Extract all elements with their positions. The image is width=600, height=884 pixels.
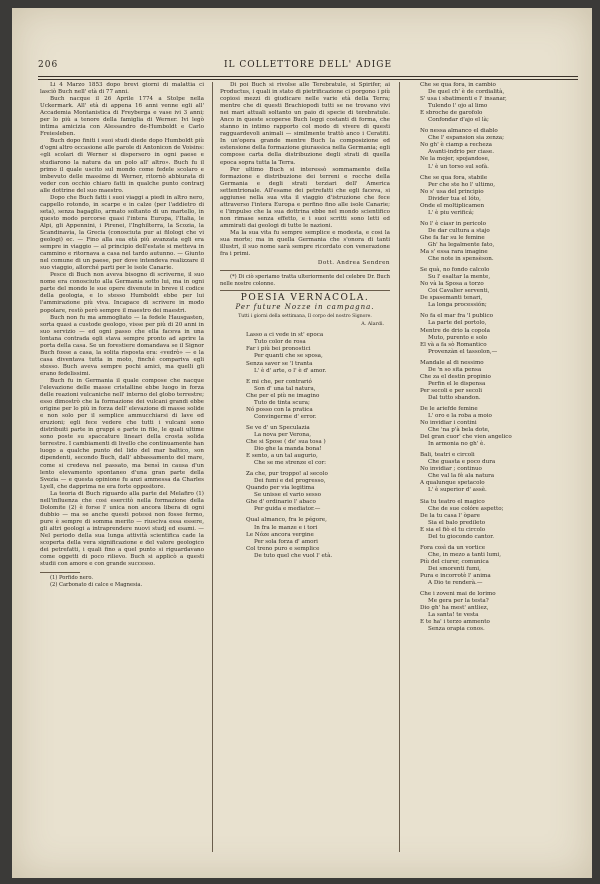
poem-line: Ghe d' ordinario l' abaco bbox=[246, 499, 316, 506]
poem-line: Sia tu teatro el magico bbox=[420, 498, 485, 505]
poem-line: In fra le manze e i tori bbox=[254, 524, 318, 531]
section-rule bbox=[220, 290, 390, 291]
poem-line: L' è un torso sul sofà. bbox=[428, 163, 489, 170]
poem-stanza bbox=[220, 379, 390, 421]
page-header bbox=[38, 60, 578, 74]
poem-line: No và la Sposa a torzo bbox=[420, 281, 484, 288]
poem-line: Su l' esaltar la mente, bbox=[428, 274, 491, 281]
poem-line: Avanti-indrio per ciase. bbox=[428, 149, 494, 156]
poem-line: Che de sue colóre aspetto; bbox=[428, 505, 504, 512]
poem-line: Onde el moltiplicamen bbox=[420, 202, 485, 209]
poem-stanza bbox=[220, 332, 390, 374]
poem-line: A Dio te renderà.— bbox=[428, 580, 483, 587]
poem-line: Lasso a ci vede in st' epoca bbox=[246, 332, 324, 339]
poem-line: E sbroche de garofolo bbox=[420, 110, 483, 117]
poem-line: Che val la fè ala natura bbox=[428, 473, 495, 480]
poem-line: La nova per Verona, bbox=[254, 431, 312, 438]
poem-line: Mentre de drio la copola bbox=[420, 327, 490, 334]
poem-line: La parte del portolo, bbox=[428, 320, 487, 327]
poem-line: Che, in mezo a tanti lumi, bbox=[428, 551, 502, 558]
poem-line: Convingerme d' error. bbox=[254, 413, 317, 420]
poem-line: Muto, purento e solo bbox=[428, 334, 488, 341]
poem-line: No invidiar ; continuo bbox=[420, 466, 482, 473]
poem-line: Ne la mojer, spojandose, bbox=[420, 156, 490, 163]
footnote: (1) Porfido nero. bbox=[50, 575, 94, 582]
poem-line: Far i più bei pronostici bbox=[246, 346, 311, 353]
poem-line: L' è d' arte, o l' è d' amor. bbox=[254, 367, 327, 374]
page-number: 206 bbox=[38, 60, 59, 70]
poem-line: Che 'na p'à bela dote, bbox=[428, 427, 490, 434]
poem-line: De 'n so sita pensa bbox=[428, 366, 482, 373]
poem-line: L' è superior d' assè. bbox=[428, 487, 487, 494]
section-rule bbox=[220, 270, 390, 271]
poem-line: Che l' espansion sia zenza; bbox=[428, 135, 504, 142]
poem-stanzas bbox=[220, 332, 390, 559]
poem-line: No gh' è ciamp a recheza bbox=[420, 142, 492, 149]
poem-line: Che se qua fora, in cambio bbox=[420, 82, 496, 88]
poem-line: Se ve d' un Speculazia bbox=[246, 424, 310, 431]
poem-line: Gh' ha legalmente fato, bbox=[428, 241, 495, 248]
poem-epigraph-author: A. Alardi. bbox=[361, 322, 384, 328]
poem-line: No l' è ciasr in pericolo bbox=[420, 220, 486, 227]
article-paragraph: Buch fu in Germania il quale compose che nacque l'elevazione delle masse cristalline ebbe luogo in forza delle reazioni vulcaniche nell' interno del globo terrestre; esso dimostrò che la formazione dei vulcani grandi ebbe origine per lo più in forza dell' elevazione di masse solide e non solo per il semplice ammucchiarsi di lave ed eruzioni; egli fece vedere che tutti i vulcani sono distribuiti parte in gruppi e parte in file, le quali ultime sono poste su spaccature lineari della crosta solida terrestre. I cambiamenti di livello che continuamente han luogo a qualche punto del lido del mar baltico, son dipendenti, secondo Buch, dall' abbassamento del mare, come si credeva nel passato, ma bensì in causa d'un lento elevamento spontaneo d'una gran parte della Svezia — e questa opinione fu anzi ammessa da Charles Lyell, che dapprima ne era forte oppositore. bbox=[40, 377, 204, 490]
poem-line: Divider tua el lóto, bbox=[428, 195, 481, 202]
poem-line: L' oro e la roba a moio bbox=[428, 413, 492, 420]
poem-line: Per che ste ho l' ultimo, bbox=[428, 181, 496, 188]
poem-line: L' è piu verificá; bbox=[428, 209, 474, 216]
poem-line: Che i zoveni mai de lorimo bbox=[420, 591, 496, 598]
poem-line: Che za el destin propinio bbox=[420, 373, 491, 380]
poem-line: Le Nóze ancora vergine bbox=[246, 531, 314, 538]
publication-title: IL COLLETTORE DELL' ADIGE bbox=[223, 60, 393, 70]
poem-line: De quel ch' è de cordialità, bbox=[428, 89, 505, 96]
poem-line: Perfin el le dispensa bbox=[428, 380, 486, 387]
poem-line: Son d' una tal natura, bbox=[254, 385, 316, 392]
article-paragraph: Di poi Buch si rivolse alle Terebratule, si Spirifer, ai Productus, i quali in stato di pietrificazione ci porgono i più copiosi mezzi di giudicare nelle varie età della Terra; mentre che di questi Brachiopodi tutti se ne trovano vivi nei mari attuali soltanto un paio di specie di terebratule. Anco in queste scoperse Buch leggi costanti di forma, che stanno in intimo rapporto col modo di vivere di questi ragguardevoli animali — similmente trattò anco i Ceratiti. In un'opera grande mentre Buch la composizione ed estensione della formazione giurassica nella Germania; egli compose carta della distribuzione degli strati di quella epoca sopra tutta la Terra. bbox=[220, 82, 390, 166]
poem-line: Più del ciurer, comunica bbox=[420, 558, 489, 565]
footnote-rule bbox=[40, 572, 80, 573]
poem-line: S' usa i sbatimenti e l' insanar, bbox=[420, 96, 507, 103]
poem-line: La santa! te vesta bbox=[428, 612, 479, 619]
article-paragraph: Buch nacque il 26 Aprile 1774 a Stolpe nella Uckermark. All' età di appena 16 anni venne egli all' Accademia Montanistica di Freyberga e vase ivi 3 anni; per lo più a tenore della famiglia di Werner. Ivi legò intima amicizia con Alessandro de-Humboldt e Carlo Freiesleben. bbox=[40, 96, 204, 138]
poem-line: Tuto color de rosa bbox=[254, 339, 306, 346]
poem-line: Coi Cavalier serventi, bbox=[428, 288, 490, 295]
poem-line: Sia el balo predileto bbox=[428, 519, 486, 526]
newspaper-page bbox=[12, 8, 592, 878]
poem-line: Per sola forza d' amori bbox=[254, 538, 318, 545]
poem-stanza bbox=[406, 267, 576, 309]
poem-line: Dal tutto sbandon. bbox=[428, 394, 481, 401]
poem-line: No s' usa del principio bbox=[420, 188, 484, 195]
poem-line: De dar cultura a stajo bbox=[428, 227, 490, 234]
poem-stanza bbox=[406, 499, 576, 541]
poem-line: El và a fa sò Romantico bbox=[420, 341, 487, 348]
article-paragraph: Pesce di Buch non aveva bisogno di scriverne, il suo nome era conosciuto alla Germania sotto lui, ma in ogni parte del mondo le sue opere divenute in breve il codice della geologia, e lo stesso Humboldt ebbe per lui l'ammirazione più viva. Incapace di scrivere in modo popolare, restò però sempre il maestro dei maestri. bbox=[40, 272, 204, 314]
poem-line: Confondar d'ajo el là; bbox=[428, 117, 489, 124]
article-column-2 bbox=[220, 82, 390, 852]
poem-stanza bbox=[406, 175, 576, 217]
poem-line: Che si Spose ( de' sua tosa ) bbox=[246, 439, 326, 445]
poem-line: Tuto de tinta scura; bbox=[254, 399, 310, 406]
poem-line: E sia el fiò el tu circolo bbox=[420, 526, 486, 533]
poem-line: Dio gh' ha mest' antliez, bbox=[420, 605, 489, 612]
poem-stanza bbox=[220, 471, 390, 513]
poem-line: Ma s' essa rara imagine bbox=[420, 249, 488, 256]
poem-line: Che per el più ne imagino bbox=[246, 392, 320, 399]
poem-line: Dei smorenti fumi, bbox=[428, 565, 481, 572]
poem-line: Che se me strenze el cor: bbox=[254, 460, 327, 467]
header-rule bbox=[38, 76, 578, 80]
article-paragraph: Buch dopo finiti i suoi studi diede dopo Humboldt più d'ogni altro occasione alle parole di Antonicon de Voisins: «gli scolari di Werner si dispersero in ogni paese e studiarono la natura da un polo all' altro». Buch fu il primo il quale uscito sul mondo come fedele scolaro e imbevuto delle massime di Werner, ritornò abbiurata di veder con occhio chiaro fatti in qualche punto contrarj alle dottrine del suo maestro. bbox=[40, 138, 204, 194]
article-column-1 bbox=[40, 82, 204, 852]
poem-line: De spasemanti tenari, bbox=[420, 295, 483, 302]
poem-line: E te ha' i terzo ammento bbox=[420, 619, 490, 626]
poem-stanzas-continued bbox=[406, 82, 576, 633]
poem-line: Col treno puro e semplice bbox=[246, 545, 320, 552]
poem-line: Che note in spensèson. bbox=[428, 256, 494, 263]
poem-line: No fa el mar fra 'l publico bbox=[420, 313, 493, 320]
poem-line: Me gera per la testa? bbox=[428, 598, 489, 605]
poem-line: Mandale al di nessimo bbox=[420, 359, 484, 366]
poem-line: De la tu casa l' òpare bbox=[420, 512, 480, 519]
poem-stanza bbox=[220, 517, 390, 559]
poem-stanza bbox=[406, 360, 576, 402]
article-paragraph: Buch non fu ma ammogliato — la fedele Hausgasten, sorta quasi a custode geologo, visse per più di 20 anni in suo servizio — ed ogni passo che ella faceva in una lontana contrada egli stava sempre pronto ad aprire la porta della casa. Se un forestiere domandava se il Signor Buch fosse a casa, la solita risposta era: «vedrò» — e la casa diventava tutta in moto, finché compariva egli stesso. Buch aveva sempre pochi amici, ma quelli gli erano fedelissimi. bbox=[40, 314, 204, 377]
poem-line: E sento, a un tal augurio, bbox=[246, 453, 318, 460]
article-paragraph: Li 4 Marzo 1853 dopo brevi giorni di malattia ci lasciò Buch nell' età di 77 anni. bbox=[40, 82, 204, 96]
poem-epigraph: Tutti i giorni della settimana, Il corpo del nostro Signore. bbox=[238, 313, 372, 319]
poem-stanza bbox=[406, 452, 576, 494]
poem-line: In armonia no gh' è. bbox=[428, 441, 486, 448]
poem-stanza bbox=[406, 406, 576, 448]
footnote: (*) Di ciò speriamo tratta ulteriormente del celebre Dr. Buch nelle nostre colonne. bbox=[220, 274, 390, 287]
poem-line: Per secoli e per secoli bbox=[420, 387, 483, 394]
poem-line: Bali, teatri e circoli bbox=[420, 452, 475, 459]
poem-line: Del tu giocondo cantor. bbox=[428, 533, 495, 540]
poem-line: A qualunque spetacolo bbox=[420, 480, 485, 487]
poem-stanza bbox=[406, 221, 576, 263]
poem-line: Pura e incorrotè l' anima bbox=[420, 573, 491, 579]
poem-line: Provenzàn el tassolon,— bbox=[428, 348, 498, 355]
poem-line: E mi che, per contrarió bbox=[246, 378, 312, 385]
poem-stanza bbox=[406, 591, 576, 633]
column-divider bbox=[212, 82, 213, 852]
article-paragraph: Ma la sua vita fu sempre semplice e modesta, e cosi la sua morte; ma in quella Germania che s'onora di tanti illustri, il suo nome sarà sempre ricordato con venerazione fra i primi. bbox=[220, 229, 390, 258]
poem-title: POESIA VERNACOLA. bbox=[240, 293, 370, 304]
poem-column-3 bbox=[406, 82, 576, 872]
poem-line: No invidiar i contini bbox=[420, 420, 477, 427]
article-signature: Dott. Andrea Sendren bbox=[317, 260, 390, 267]
poem-line: Dei fumi e del progresso, bbox=[254, 478, 326, 485]
poem-line: Qual almanco, fra le pégore, bbox=[246, 517, 327, 524]
poem-line: Senza saver se 'l tranta bbox=[246, 360, 313, 367]
column-divider bbox=[399, 82, 400, 852]
article-paragraph: Per ultimo Buch si interessò sommamente della formazione e distribuzione dei terreni e rocche della Germania e degli strati terziari dell' America settentrionale. All'esame dei petrefatti che egli faceva, si aggiunse nella sua vita il viaggio d'istruzione che fece attraverso l'intera Europa e perfino fino alle isole Canarie; e l'impulso che la sua dottrina ebbe nel mondo scientifico non rimase senza effetto, e i suoi scritti sono letti ed ammirati dai geologi di tutte le nazioni. bbox=[220, 166, 390, 229]
poem-line: Fora così da un vortice bbox=[420, 544, 486, 551]
poem-stanza bbox=[406, 128, 576, 170]
article-paragraph: Dopo che Buch fatti i suoi viaggi a piedi in altro nero, cappello rotondo, in scarpe e in calze (per l'addietro di seta), senza bagaglio, armato soltanto di un martello, in questo modo percorse quasi l'intera Europa, l'Italia, le Alpi, gli Appennini, i Pirenei, l'Inghilterra, la Scozia, la Scandinavia, la Grecia (conosciuta pur ai filologi che vi geologi) ec. — Fino alla sua età più avanzata egli era sempre in viaggio — al principio dell'estate si metteva in cammino e ritornava a casa nel tardo autunno. — Giunto nel comune di un paese, per dove intendeva realizzare il suo viaggio, allorché parti per le isole Canarie. bbox=[40, 194, 204, 272]
poem-subtitle: Per future Nozze in campagna. bbox=[235, 303, 375, 312]
poem-line: Che guasta e poco dura bbox=[428, 459, 496, 466]
poem-line: Ghe fa far su le femine bbox=[420, 234, 485, 241]
poem-line: No nessa almanco el diablo bbox=[420, 128, 498, 135]
poem-line: Per guida e mediator.— bbox=[254, 506, 321, 513]
poem-line: Dio ghe la manda bona! bbox=[254, 446, 322, 453]
poem-line: Se quà, no fondo calcolo bbox=[420, 267, 490, 274]
poem-line: Che se qua fora, stabile bbox=[420, 174, 488, 181]
poem-line: Se unisse el vario sesso bbox=[254, 492, 322, 499]
poem-line: De tuto quel che vuol l' età. bbox=[254, 552, 333, 559]
poem-line: Nó posso con la pratica bbox=[246, 406, 313, 413]
poem-line: Tulendo l' ojo al limo bbox=[428, 103, 488, 110]
poem-line: Per quanti che se sposa, bbox=[254, 353, 323, 360]
poem-stanza bbox=[406, 313, 576, 355]
poem-stanza bbox=[406, 82, 576, 124]
poem-line: Quando per via legitima bbox=[246, 485, 315, 492]
article-paragraph: La teoria di Buch riguardo alla parte del Melafiro (1) nell'influenza che cosi esercitò nella formazione della Dolomite (2) è forse l' unica non ancora libera di ogni dubbio — ma se anche questi potessi non fosse fermo, pure è sempre di somma merito — riusciva essa essere, gli altri geologi a intraprendere nuovi studj ed esami. — Nel periodo della sua lunga attività scientifica cade la scoperta della vera significazione e del valore geologico dei petrefatti, i quali fino a quel punto si riguardavano come oggetti di poco rilievo. Buch si applicò a questi studii con amore e con grande successo. bbox=[40, 490, 204, 568]
poem-stanza bbox=[406, 545, 576, 587]
poem-line: Del gran cuor' che vien angelico bbox=[420, 434, 512, 441]
poem-line: La longa processión; bbox=[428, 302, 487, 309]
poem-line: De le ariefde femine bbox=[420, 405, 478, 412]
poem-stanza bbox=[220, 425, 390, 467]
poem-line: Za che, pur troppo! al secolo bbox=[246, 471, 328, 478]
poem-line: Senza orapia conos. bbox=[428, 626, 485, 633]
footnote: (2) Carbonato di calce e Magnesia. bbox=[50, 581, 143, 588]
